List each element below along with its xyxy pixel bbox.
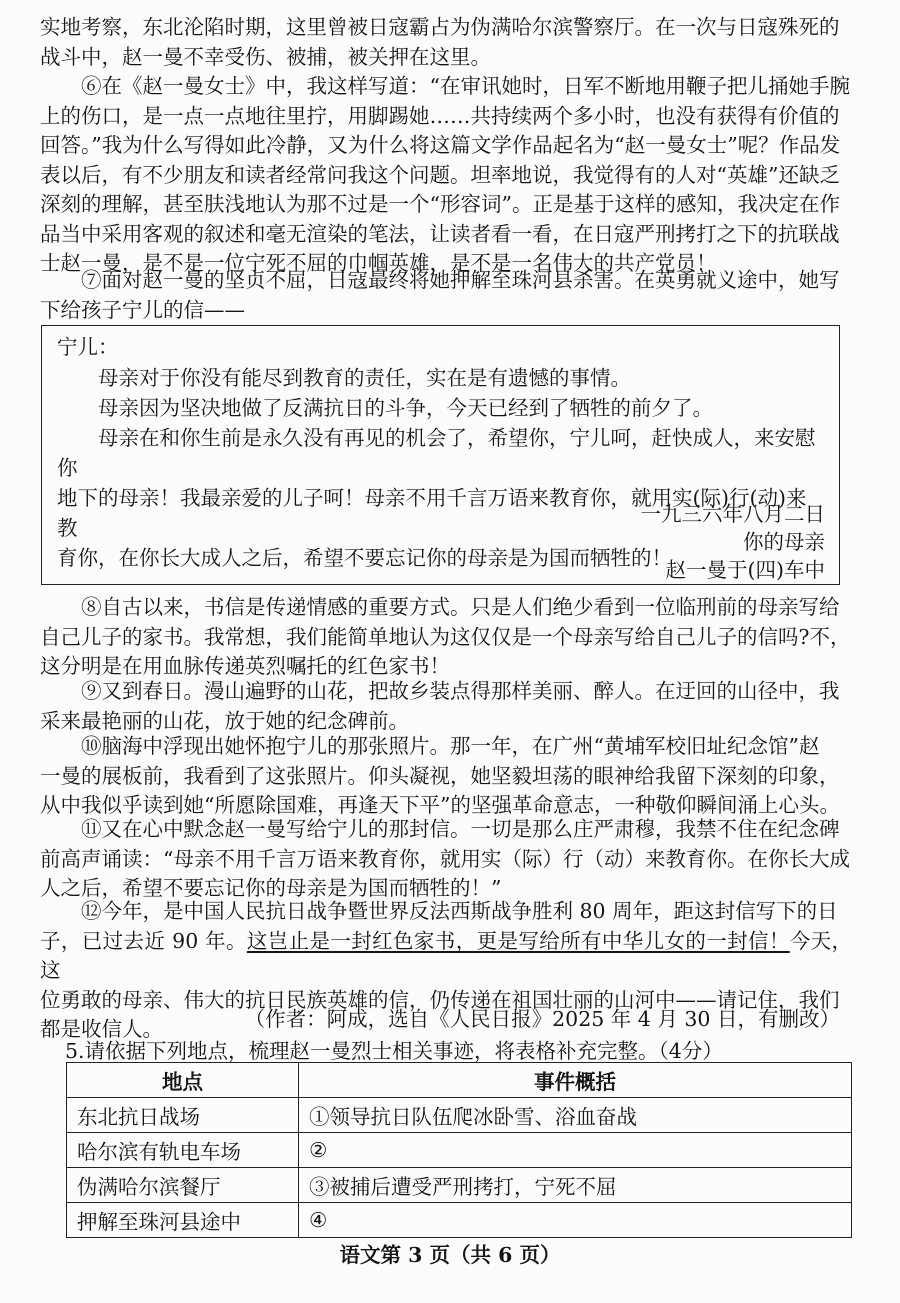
paragraph-7 xyxy=(40,266,852,325)
text-line: 品当中采用客观的叙述和毫无渲染的笔法，让读者看一看，在日寇严刑拷打之下的抗联战 xyxy=(40,221,840,246)
text-line: 采来最艳丽的山花，放于她的纪念碑前。 xyxy=(40,708,409,733)
letter-line: 母亲对于你没有能尽到教育的责任，实在是有遗憾的事情。 xyxy=(98,366,631,390)
text-line: 子，已过去近 90 年。 xyxy=(40,928,247,953)
text-line: ⑪又在心中默念赵一曼写给宁儿的那封信。一切是那么庄严肃穆，我禁不住在纪念碑 xyxy=(81,817,840,841)
text-line: 一曼的展板前，我看到了这张照片。仰头凝视，她坚毅坦荡的眼神给我留下深刻的印象， xyxy=(40,763,840,788)
text-line: 战斗中，赵一曼不幸受伤、被捕，被关押在这里。 xyxy=(40,44,491,69)
page-footer: 语文第 3 页（共 6 页） xyxy=(339,1243,561,1267)
text-line: 士赵一曼，是不是一位宁死不屈的巾帼英雄，是不是一名伟大的共产党员！ xyxy=(40,251,717,275)
text-line: 位勇敢的母亲、伟大的抗日民族英雄的信，仍传递在祖国壮丽的山河中——请记住，我们 xyxy=(40,987,840,1012)
paragraph-11 xyxy=(40,815,852,904)
header-event-summary: 事件概括 xyxy=(299,1063,852,1098)
letter-date: 一九三六年八月二日 xyxy=(640,502,825,526)
cell-event: ③被捕后遭受严刑拷打，宁死不屈 xyxy=(299,1168,852,1203)
underlined-sentence: 这岂止是一封红色家书，更是写给所有中华儿女的一封信！ xyxy=(246,928,790,953)
paragraph-5-tail xyxy=(40,13,852,72)
text-line: 从中我似乎读到她“所愿除国难，再逢天下平”的坚强革命意志，一种敬仰瞬间涌上心头。 xyxy=(40,793,840,817)
cell-location: 押解至珠河县途中 xyxy=(67,1203,299,1238)
letter-salutation: 宁儿： xyxy=(57,335,119,359)
text-line: 前高声诵读：“母亲不用千言万语来教育你，就用实（际）行（动）来教育你。在你长大成 xyxy=(40,846,850,871)
text-line: 这分明是在用血脉传递英烈嘱托的红色家书！ xyxy=(40,654,450,678)
table-row xyxy=(67,1168,852,1203)
text-line: 人之后，希望不要忘记你的母亲是为国而牺牲的！” xyxy=(40,876,502,900)
paragraph-6 xyxy=(40,72,852,279)
letter-signature-location: 赵一曼于(四)车中 xyxy=(665,558,825,582)
text-line: 回答。”我为什么写得如此冷静，又为什么将这篇文学作品起名为“赵一曼女士”呢？作品发 xyxy=(40,133,841,157)
text-line: ⑩脑海中浮现出她怀抱宁儿的那张照片。那一年，在广州“黄埔军校旧址纪念馆”赵 xyxy=(81,734,820,758)
cell-event-blank[interactable]: ④ xyxy=(299,1203,852,1238)
source-attribution: （作者：阿成，选自《人民日报》2025 年 4 月 30 日，有删改） xyxy=(244,1007,840,1031)
paragraph-10 xyxy=(40,732,852,821)
letter-box xyxy=(41,325,840,585)
cell-event: ①领导抗日队伍爬冰卧雪、浴血奋战 xyxy=(299,1098,852,1133)
paragraph-8 xyxy=(40,593,852,682)
question-5-prompt: 5.请依据下列地点，梳理赵一曼烈士相关事迹，将表格补充完整。（4分） xyxy=(65,1039,723,1063)
cell-location: 伪满哈尔滨餐厅 xyxy=(67,1168,299,1203)
text-line: 实地考察，东北沦陷时期，这里曾被日寇霸占为伪满哈尔滨警察厅。在一次与日寇殊死的 xyxy=(40,15,840,39)
cell-location: 哈尔滨有轨电车场 xyxy=(67,1133,299,1168)
header-location: 地点 xyxy=(67,1063,299,1098)
text-line: ⑦面对赵一曼的坚贞不屈，日寇最终将她押解至珠河县杀害。在英勇就义途中，她写 xyxy=(81,268,840,292)
cell-location: 东北抗日战场 xyxy=(67,1098,299,1133)
text-line: 都是收信人。 xyxy=(40,1017,163,1041)
table-row xyxy=(67,1098,852,1133)
events-table xyxy=(66,1062,852,1238)
letter-line: 地下的母亲！我最亲爱的儿子呵！母亲不用千言万语来教育你，就用实(际)行(动)来教 xyxy=(57,486,807,540)
table-header-row xyxy=(67,1063,852,1098)
letter-paragraph xyxy=(57,423,817,573)
text-line: ⑥在《赵一曼女士》中，我这样写道：“在审讯她时，日军不断地用鞭子把儿捅她手腕 xyxy=(81,74,850,98)
text-line: 下给孩子宁儿的信—— xyxy=(40,297,245,322)
letter-line: 母亲在和你生前是永久没有再见的机会了，希望你，宁儿呵，赶快成人，来安慰你 xyxy=(57,426,816,480)
text-line: 深刻的理解，甚至肤浅地认为那不过是一个“形容词”。正是基于这样的感知，我决定在作 xyxy=(40,192,840,216)
text-line: 今天，这 xyxy=(40,928,853,982)
text-line: ⑫今年，是中国人民抗日战争暨世界反法西斯战争胜利 80 周年，距这封信写下的日 xyxy=(81,899,838,923)
text-line: 上的伤口，是一点一点地往里拧，用脚踢她……共持续两个多小时，也没有获得有价值的 xyxy=(40,103,840,128)
letter-line: 育你，在你长大成人之后，希望不要忘记你的母亲是为国而牺牲的！ xyxy=(57,546,672,570)
text-line: 表以后，有不少朋友和读者经常问我这个问题。坦率地说，我觉得有的人对“英雄”还缺乏 xyxy=(40,162,840,187)
paragraph-9 xyxy=(40,677,852,736)
table-row xyxy=(67,1203,852,1238)
letter-line: 母亲因为坚决地做了反满抗日的斗争，今天已经到了牺牲的前夕了。 xyxy=(98,396,713,420)
letter-signature: 你的母亲 xyxy=(743,530,825,554)
text-line: ⑧自古以来，书信是传递情感的重要方式。只是人们绝少看到一位临刑前的母亲写给 xyxy=(81,595,840,619)
text-line: 自己儿子的家书。我常想，我们能简单地认为这仅仅是一个母亲写给自己儿子的信吗?不， xyxy=(40,624,851,649)
table-row xyxy=(67,1133,852,1168)
cell-event-blank[interactable]: ② xyxy=(299,1133,852,1168)
text-line: ⑨又到春日。漫山遍野的山花，把故乡装点得那样美丽、醉人。在迂回的山径中，我 xyxy=(81,679,840,703)
